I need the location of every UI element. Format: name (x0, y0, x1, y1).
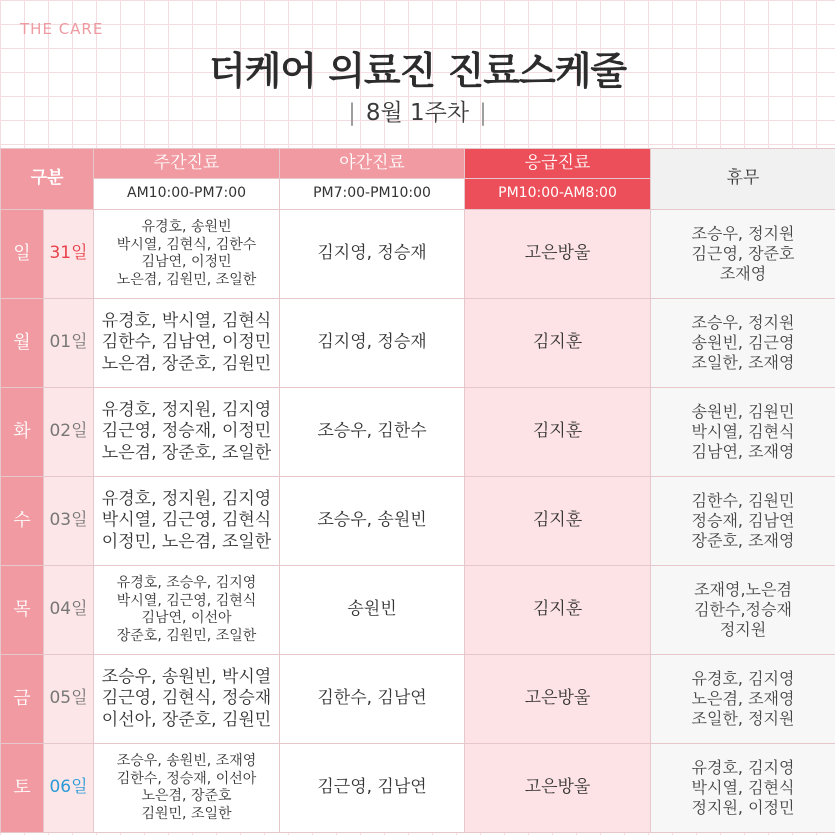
night-shift-cell: 김한수, 김남연 (280, 655, 465, 744)
off-duty-cell-line: 박시열, 김현식 (691, 422, 795, 441)
page-title: 더케어 의료진 진료스케줄 (208, 49, 627, 93)
page-subtitle (0, 94, 835, 127)
off-duty-cell-line: 조승우, 정지원 (691, 313, 795, 332)
weekday-cell: 목 (1, 566, 44, 655)
day-shift-cell-line: 유경호, 정지원, 김지영 (101, 400, 272, 421)
weekday-cell: 일 (1, 210, 44, 299)
off-duty-cell (651, 477, 835, 566)
day-shift-cell (94, 655, 280, 744)
day-shift-cell-line: 박시열, 김현식, 김한수 (116, 236, 257, 253)
off-duty-cell-line: 정지원, 이정민 (691, 798, 795, 817)
date-cell: 05일 (44, 655, 94, 744)
day-shift-cell-line: 유경호, 정지원, 김지영 (101, 489, 272, 510)
day-shift-cell-line: 박시열, 김근영, 김현식 (101, 510, 272, 531)
header-day-time: AM10:00-PM7:00 (94, 179, 280, 210)
emergency-shift-cell: 고은방울 (465, 744, 651, 833)
schedule-row (1, 566, 835, 655)
day-shift-cell-line: 김한수, 김남연, 이정민 (101, 332, 272, 353)
emergency-shift-cell: 김지훈 (465, 388, 651, 477)
day-shift-cell-line: 조승우, 송원빈, 박시열 (101, 667, 272, 688)
header-row-labels (1, 149, 835, 179)
subtitle-text: 8월 1주차 (365, 100, 470, 126)
day-shift-cell-line: 김원민, 조일한 (141, 805, 232, 822)
day-shift-cell-line: 김한수, 정승재, 이선아 (116, 770, 257, 787)
off-duty-cell (651, 655, 835, 744)
schedule-row (1, 210, 835, 299)
night-shift-cell: 조승우, 김한수 (280, 388, 465, 477)
off-duty-cell-line: 유경호, 김지영 (691, 669, 795, 688)
day-shift-cell (94, 299, 280, 388)
header-emergency-label: 응급진료 (465, 149, 651, 179)
off-duty-cell-line: 김한수,정승재 (694, 600, 792, 619)
day-shift-cell-line: 유경호, 조승우, 김지영 (116, 575, 257, 591)
schedule-table (0, 148, 835, 833)
night-shift-cell: 김근영, 김남연 (280, 744, 465, 833)
schedule-row (1, 299, 835, 388)
weekday-cell: 수 (1, 477, 44, 566)
off-duty-cell-line: 김근영, 장준호 (691, 244, 795, 263)
schedule-row (1, 477, 835, 566)
header-night-time: PM7:00-PM10:00 (280, 179, 465, 210)
subtitle-bar-right: | (479, 100, 487, 126)
day-shift-cell-line: 유경호, 송원빈 (141, 219, 232, 235)
emergency-shift-cell: 김지훈 (465, 477, 651, 566)
off-duty-cell (651, 388, 835, 477)
day-shift-cell-line: 박시열, 김근영, 김현식 (116, 592, 257, 609)
date-cell: 01일 (44, 299, 94, 388)
day-shift-cell-line: 노은겸, 장준호, 김원민 (101, 353, 272, 374)
day-shift-cell-line: 이정민, 노은겸, 조일한 (101, 531, 272, 552)
off-duty-cell-line: 조승우, 정지원 (691, 224, 795, 243)
header-gubun: 구분 (1, 149, 94, 210)
off-duty-cell-line: 장준호, 조재영 (691, 531, 795, 550)
off-duty-cell-line: 조재영 (719, 264, 767, 283)
header-off-label: 휴무 (651, 149, 835, 210)
night-shift-cell: 김지영, 정승재 (280, 299, 465, 388)
header-emergency-time: PM10:00-AM8:00 (465, 179, 651, 210)
schedule-row (1, 388, 835, 477)
emergency-shift-cell: 고은방울 (465, 655, 651, 744)
emergency-shift-cell: 김지훈 (465, 566, 651, 655)
day-shift-cell (94, 477, 280, 566)
off-duty-cell (651, 566, 835, 655)
off-duty-cell-line: 송원빈, 김원민 (691, 402, 795, 421)
night-shift-cell: 송원빈 (280, 566, 465, 655)
off-duty-cell-line: 유경호, 김지영 (691, 758, 795, 777)
day-shift-cell-line: 유경호, 박시열, 김현식 (101, 311, 272, 332)
off-duty-cell-line: 김남연, 조재영 (691, 442, 795, 461)
header-day-label: 주간진료 (94, 149, 280, 179)
day-shift-cell-line: 김남연, 이선아 (141, 610, 232, 626)
day-shift-cell-line: 김근영, 김현식, 정승재 (101, 688, 272, 709)
day-shift-cell-line: 조승우, 송원빈, 조재영 (116, 753, 257, 769)
day-shift-cell (94, 210, 280, 299)
subtitle-bar-left: | (348, 100, 356, 126)
emergency-shift-cell: 김지훈 (465, 299, 651, 388)
off-duty-cell (651, 744, 835, 833)
off-duty-cell-line: 조일한, 정지원 (691, 709, 795, 728)
off-duty-cell-line: 조재영,노은겸 (694, 580, 792, 599)
schedule-row (1, 744, 835, 833)
brand-logo: THE CARE (20, 20, 104, 38)
weekday-cell: 화 (1, 388, 44, 477)
weekday-cell: 금 (1, 655, 44, 744)
off-duty-cell-line: 송원빈, 김근영 (691, 333, 795, 352)
off-duty-cell-line: 정지원 (719, 620, 767, 639)
day-shift-cell-line: 이선아, 장준호, 김원민 (101, 709, 272, 730)
day-shift-cell-line: 노은겸, 김원민, 조일한 (116, 271, 257, 288)
date-cell: 04일 (44, 566, 94, 655)
off-duty-cell (651, 299, 835, 388)
header-night-label: 야간진료 (280, 149, 465, 179)
day-shift-cell (94, 744, 280, 833)
off-duty-cell-line: 조일한, 조재영 (691, 353, 795, 372)
weekday-cell: 토 (1, 744, 44, 833)
day-shift-cell-line: 노은겸, 장준호, 조일한 (101, 442, 272, 463)
off-duty-cell-line: 김한수, 김원민 (691, 491, 795, 510)
day-shift-cell (94, 388, 280, 477)
off-duty-cell (651, 210, 835, 299)
day-shift-cell-line: 김남연, 이정민 (141, 254, 232, 270)
emergency-shift-cell: 고은방울 (465, 210, 651, 299)
day-shift-cell (94, 566, 280, 655)
off-duty-cell-line: 노은겸, 조재영 (691, 689, 795, 708)
day-shift-cell-line: 장준호, 김원민, 조일한 (116, 627, 257, 644)
date-cell: 03일 (44, 477, 94, 566)
weekday-cell: 월 (1, 299, 44, 388)
off-duty-cell-line: 박시열, 김현식 (691, 778, 795, 797)
night-shift-cell: 김지영, 정승재 (280, 210, 465, 299)
date-cell: 02일 (44, 388, 94, 477)
date-cell: 31일 (44, 210, 94, 299)
schedule-row (1, 655, 835, 744)
date-cell: 06일 (44, 744, 94, 833)
off-duty-cell-line: 정승재, 김남연 (691, 511, 795, 530)
day-shift-cell-line: 노은겸, 장준호 (141, 788, 232, 804)
day-shift-cell-line: 김근영, 정승재, 이정민 (101, 421, 272, 442)
night-shift-cell: 조승우, 송원빈 (280, 477, 465, 566)
